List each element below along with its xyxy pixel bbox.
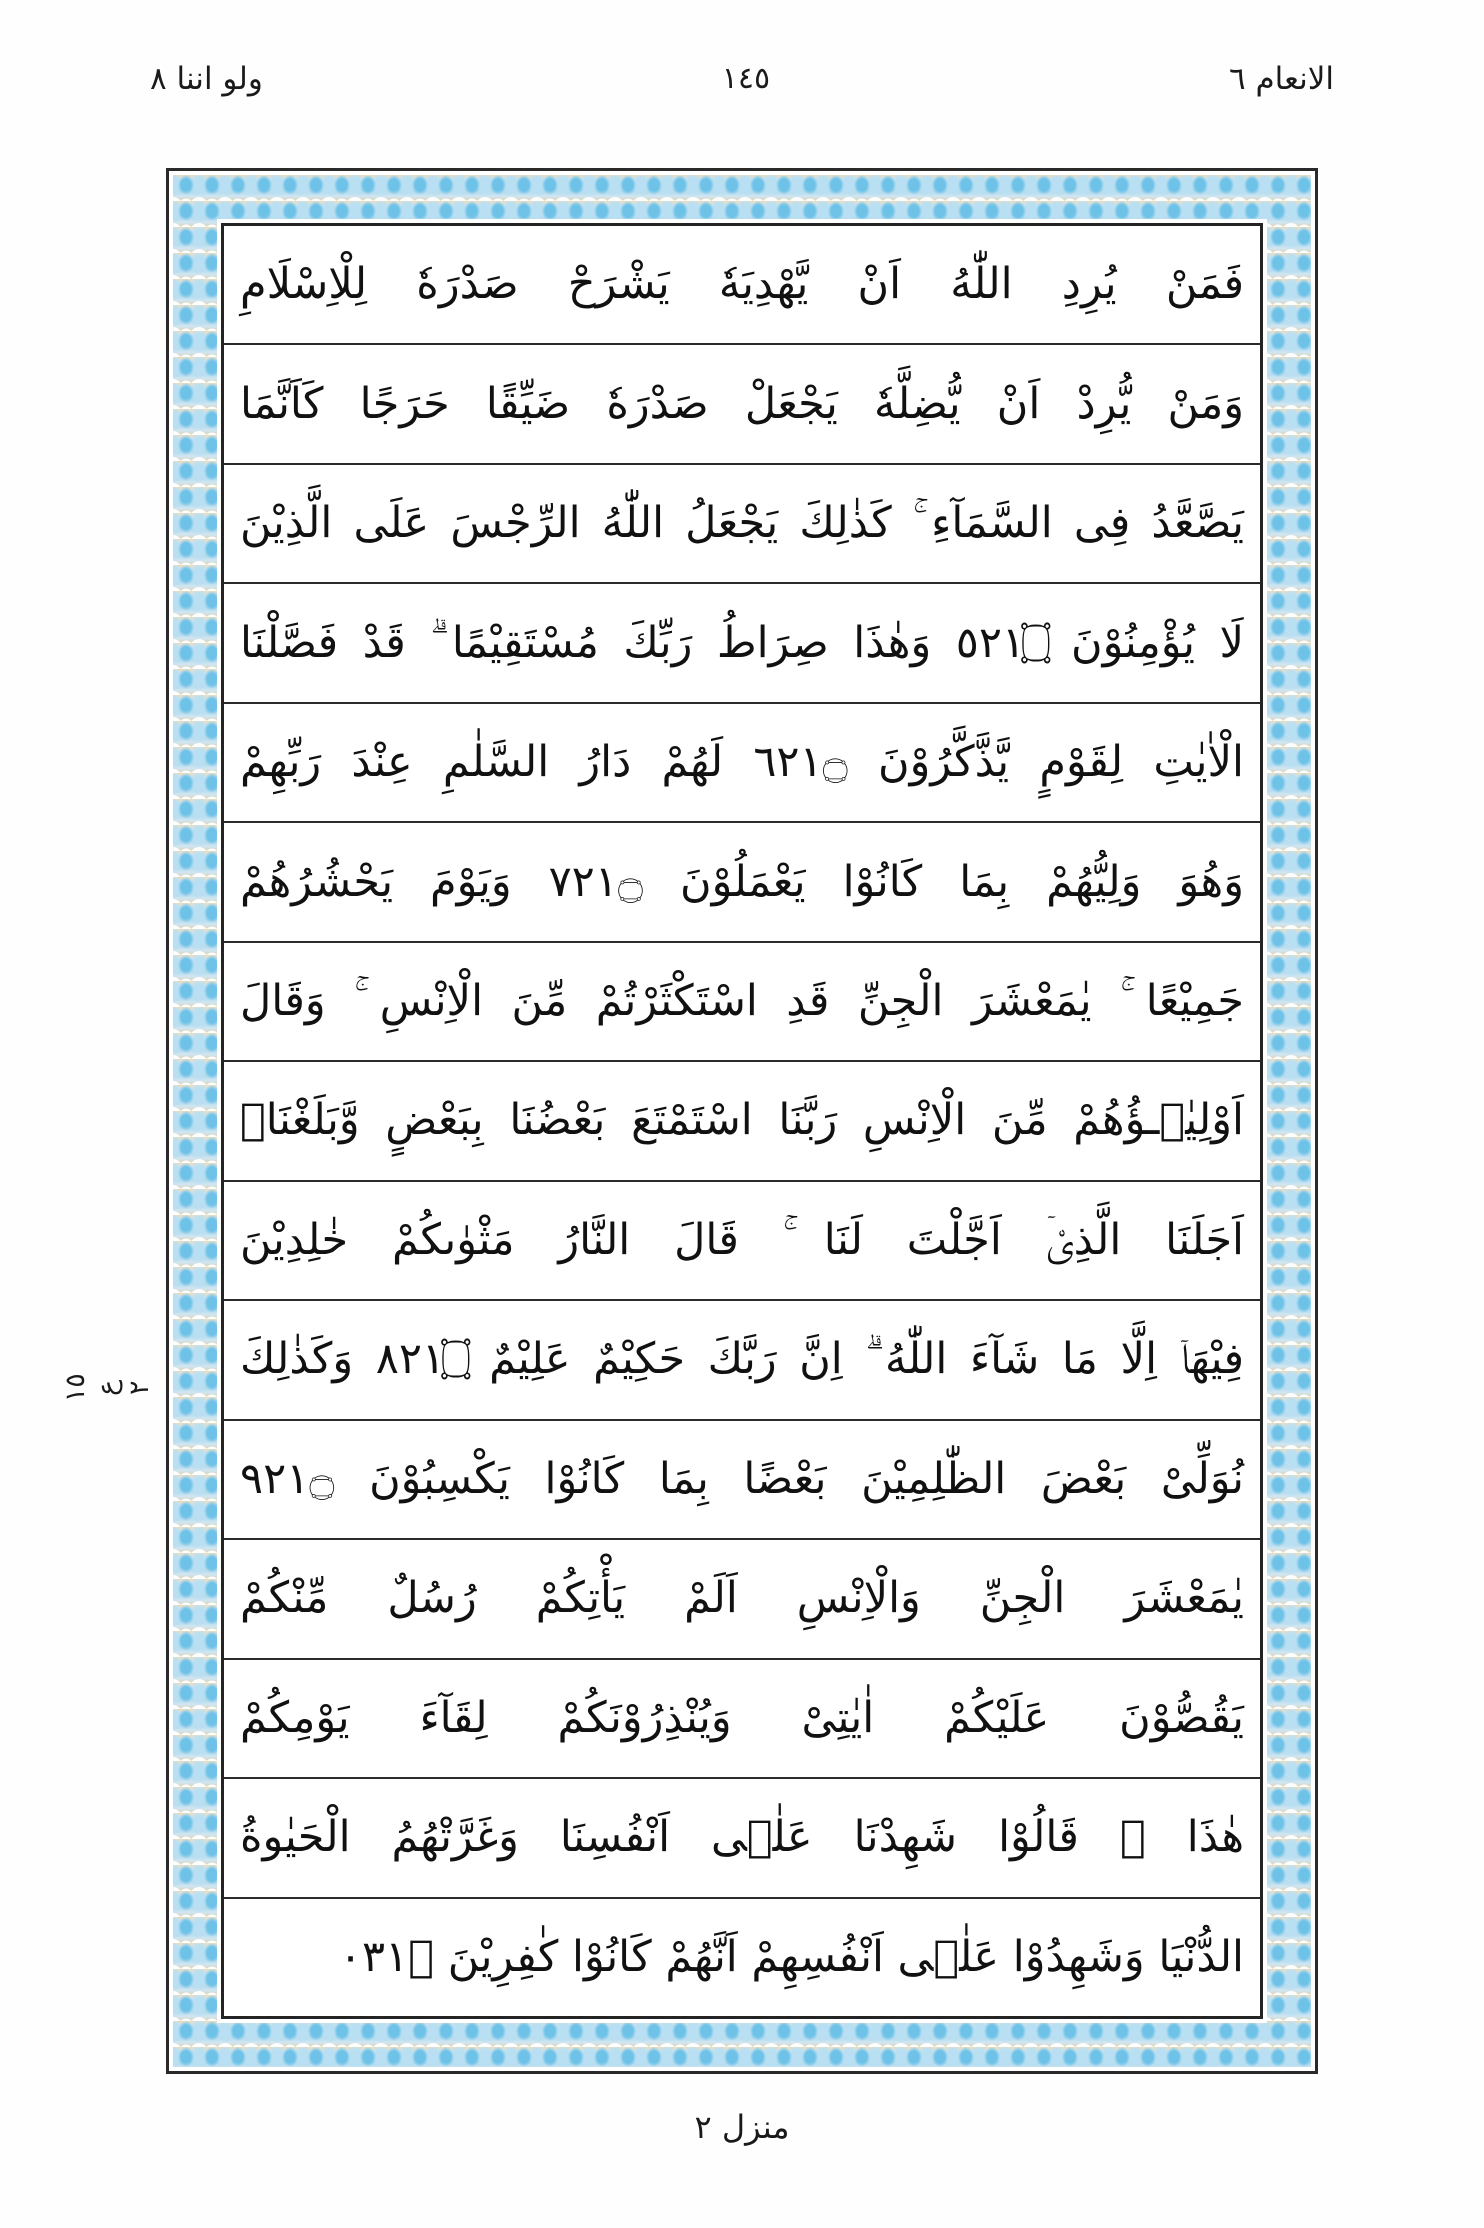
ayah-text: الدُّنْيَا وَشَهِدُوْا عَلٰۤى اَنْفُسِهِمْ اَنَّهُمْ كَانُوْا كٰفِرِيْنَ ۝١٣٠	[338, 1931, 1244, 1982]
ayah-line	[224, 823, 1260, 942]
ayah-text: جَمِيْعًا ۚ يٰمَعْشَرَ الْجِنِّ قَدِ اسْتَكْثَرْتُمْ مِّنَ الْاِنْسِ ۚ وَقَالَ	[240, 975, 1244, 1026]
page-header	[0, 62, 1484, 122]
ruku-marker-line-2: ع	[92, 1379, 124, 1396]
ayah-line	[224, 1779, 1260, 1898]
ayah-line	[224, 704, 1260, 823]
page-footer	[0, 2108, 1484, 2146]
ayah-line	[224, 1899, 1260, 2016]
ayah-text: يَقُصُّوْنَ عَلَيْكُمْ اٰيٰتِىْ وَيُنْذِرُوْنَكُمْ لِقَآءَ يَوْمِكُمْ	[240, 1692, 1244, 1743]
ayah-line	[224, 226, 1260, 345]
ayah-text: الْاٰيٰتِ لِقَوْمٍ يَّذَّكَّرُوْنَ ۝١٢٦ لَهُمْ دَارُ السَّلٰمِ عِنْدَ رَبِّهِمْ	[240, 737, 1244, 788]
header-surah-label: الانعام ٦	[1228, 61, 1334, 97]
ayah-text: يَصَّعَّدُ فِى السَّمَآءِ ۚ كَذٰلِكَ يَجْعَلُ اللّٰهُ الرِّجْسَ عَلَى الَّذِيْنَ	[240, 498, 1244, 549]
ayah-text: اَوْلِيٰۤـؤُهُمْ مِّنَ الْاِنْسِ رَبَّنَا اسْتَمْتَعَ بَعْضُنَا بِبَعْضٍ وَّبَلَغْنَاۤ	[240, 1095, 1244, 1146]
ayah-text: اَجَلَنَا الَّذِىْۤ اَجَّلْتَ لَنَا ۚ قَالَ النَّارُ مَثْوٰىكُمْ خٰلِدِيْنَ	[240, 1214, 1244, 1265]
ayah-line	[224, 943, 1260, 1062]
ayah-lines	[224, 226, 1260, 2016]
ayah-text: يٰمَعْشَرَ الْجِنِّ وَالْاِنْسِ اَلَمْ يَأْتِكُمْ رُسُلٌ مِّنْكُمْ	[240, 1573, 1244, 1624]
ruku-marker-line-1: ١٥	[60, 1373, 92, 1403]
ornamental-frame	[166, 168, 1318, 2074]
header-page-number: ١٤٥	[721, 61, 771, 96]
side-ruku-marker	[60, 1358, 156, 1418]
ayah-line	[224, 584, 1260, 703]
ayah-line	[224, 1660, 1260, 1779]
ayah-line	[224, 465, 1260, 584]
ruku-marker-line-3: ٢	[123, 1380, 155, 1396]
ayah-text: وَمَنْ يُّرِدْ اَنْ يُّضِلَّهٗ يَجْعَلْ صَدْرَهٗ ضَيِّقًا حَرَجًا كَاَنَّمَا	[240, 378, 1244, 429]
ayah-text: فَمَنْ يُرِدِ اللّٰهُ اَنْ يَّهْدِيَهٗ يَشْرَحْ صَدْرَهٗ لِلْاِسْلَامِ	[240, 259, 1244, 310]
header-juz-label: ولو اننا ٨	[150, 61, 263, 97]
ayah-text: وَهُوَ وَلِيُّهُمْ بِمَا كَانُوْا يَعْمَلُوْنَ ۝١٢٧ وَيَوْمَ يَحْشُرُهُمْ	[240, 856, 1244, 907]
ayah-text: نُوَلِّىْ بَعْضَ الظّٰلِمِيْنَ بَعْضًا بِمَا كَانُوْا يَكْسِبُوْنَ ۝١٢٩	[240, 1453, 1244, 1504]
text-panel	[221, 223, 1263, 2019]
frame-decoration-band	[173, 175, 1311, 2067]
ayah-text: فِيْهَاۤ اِلَّا مَا شَآءَ اللّٰهُ ۗ اِنَّ رَبَّكَ حَكِيْمٌ عَلِيْمٌ ۝١٢٨ وَكَذٰلِكَ	[240, 1334, 1244, 1385]
ayah-line	[224, 345, 1260, 464]
ayah-line	[224, 1062, 1260, 1181]
ayah-line	[224, 1540, 1260, 1659]
ayah-line	[224, 1421, 1260, 1540]
ayah-line	[224, 1182, 1260, 1301]
ayah-text: لَا يُؤْمِنُوْنَ ۝١٢٥ وَهٰذَا صِرَاطُ رَبِّكَ مُسْتَقِيْمًا ۗ قَدْ فَصَّلْنَا	[240, 617, 1244, 668]
ayah-text: هٰذَا ۚ قَالُوْا شَهِدْنَا عَلٰۤى اَنْفُسِنَا وَغَرَّتْهُمُ الْحَيٰوةُ	[240, 1812, 1244, 1863]
ayah-line	[224, 1301, 1260, 1420]
footer-manzil-label: منزل ٢	[694, 2108, 790, 2146]
